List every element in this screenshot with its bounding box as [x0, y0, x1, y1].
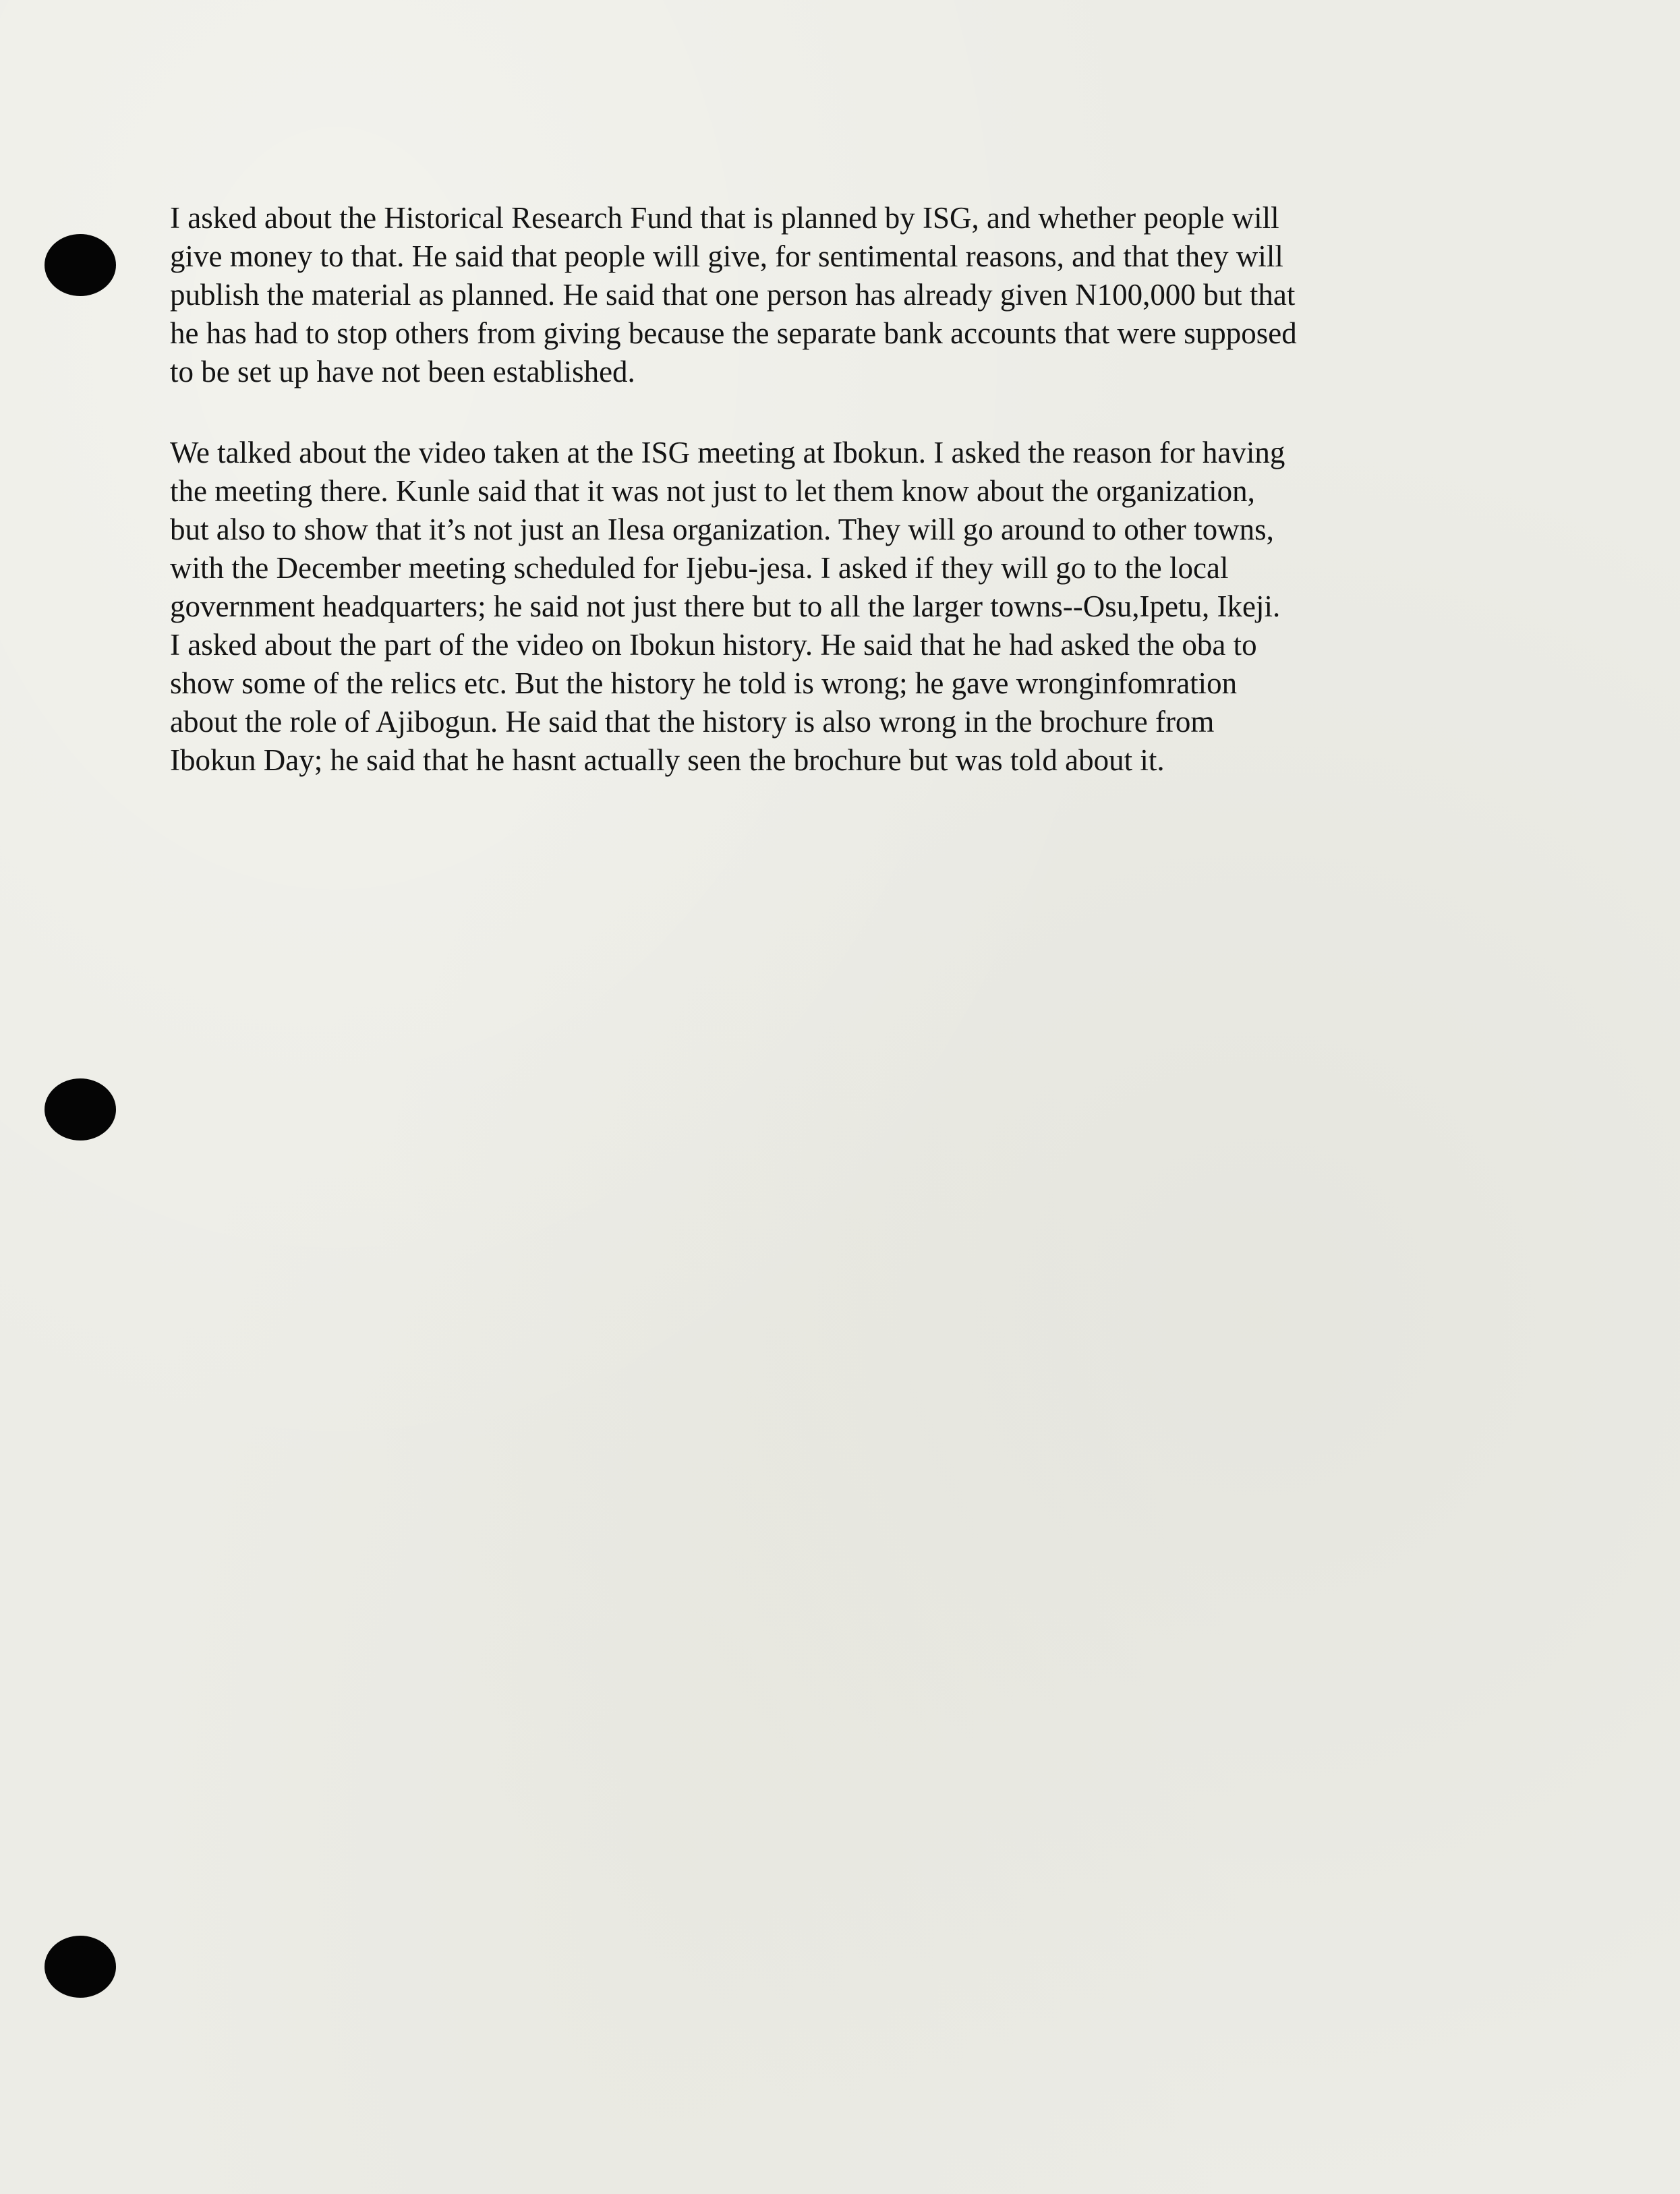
paragraph-research-fund [170, 199, 1472, 391]
text-line: to be set up have not been established. [170, 355, 635, 388]
text-line: We talked about the video taken at the ISG meeting at Ibokun. I asked the reason for having [170, 436, 1285, 469]
text-line: with the December meeting scheduled for Ijebu-jesa. I asked if they will go to the local [170, 551, 1229, 585]
text-line: about the role of Ajibogun. He said that the history is also wrong in the brochure from [170, 705, 1215, 739]
text-line: show some of the relics etc. But the history he told is wrong; he gave wronginfomration [170, 666, 1238, 700]
text-line: give money to that. He said that people will give, for sentimental reasons, and that they will [170, 239, 1283, 273]
punch-hole-top [45, 234, 116, 296]
text-line: government headquarters; he said not just there but to all the larger towns--Osu,Ipetu, Ikeji. [170, 589, 1281, 623]
text-line: I asked about the part of the video on Ibokun history. He said that he had asked the oba to [170, 628, 1257, 662]
punch-hole-middle [45, 1078, 116, 1141]
paragraph-ibokun-video [170, 434, 1472, 780]
text-line: the meeting there. Kunle said that it was not just to let them know about the organization, [170, 474, 1255, 508]
text-line: publish the material as planned. He said that one person has already given N100,000 but that [170, 278, 1296, 312]
text-line: I asked about the Historical Research Fund that is planned by ISG, and whether people will [170, 201, 1279, 235]
text-line: but also to show that it’s not just an Ilesa organization. They will go around to other towns, [170, 513, 1274, 546]
text-line: Ibokun Day; he said that he hasnt actually seen the brochure but was told about it. [170, 743, 1165, 777]
punch-hole-bottom [45, 1936, 116, 1998]
text-line: he has had to stop others from giving because the separate bank accounts that were supposed [170, 316, 1297, 350]
